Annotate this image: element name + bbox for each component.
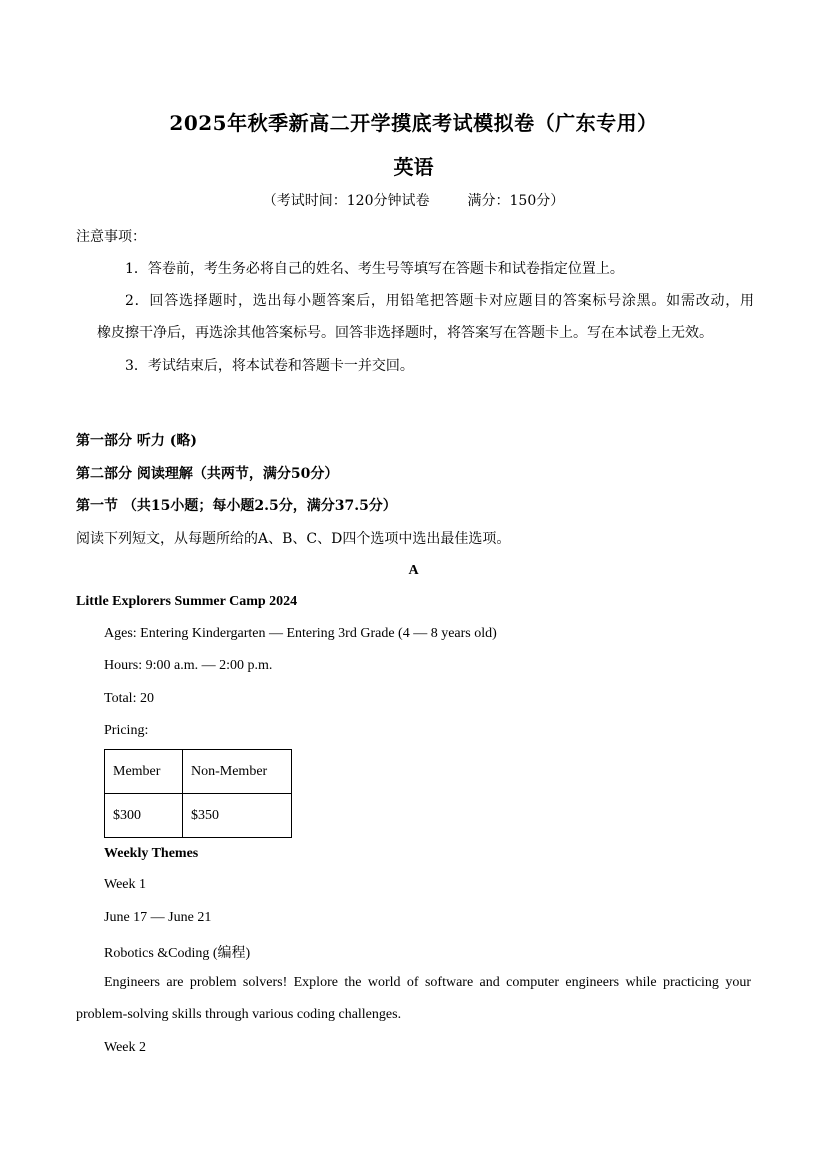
week1-dates: June 17 — June 21 — [104, 910, 212, 925]
table-row — [105, 794, 292, 838]
camp-total: Total: 20 — [104, 691, 154, 706]
weekly-themes-heading: Weekly Themes — [104, 846, 199, 861]
subject-title: 英语 — [393, 155, 434, 179]
exam-info — [0, 190, 827, 210]
camp-hours: Hours: 9:00 a.m. — 2:00 p.m. — [104, 658, 273, 673]
reading-instruction: 阅读下列短文，从每题所给的A、B、C、D四个选项中选出最佳选项。 — [76, 531, 511, 547]
exam-time: （考试时间：120分钟试卷 — [262, 193, 430, 209]
table-header-member: Member — [105, 750, 183, 794]
notice-item-3: 3．考试结束后，将本试卷和答题卡一并交回。 — [125, 358, 414, 374]
table-header-non-member: Non-Member — [183, 750, 292, 794]
notice-item-1: 1．答卷前，考生务必将自己的姓名、考生号等填写在答题卡和试卷指定位置上。 — [125, 261, 624, 277]
part2-heading: 第二部分 阅读理解（共两节，满分50分） — [76, 466, 339, 482]
week1-theme: Robotics &Coding (编程) — [104, 946, 251, 961]
camp-ages: Ages: Entering Kindergarten — Entering 3rd Grade (4 — 8 years old) — [104, 626, 497, 641]
notice-item-2-line-1: 2．回答选择题时，选出每小题答案后，用铅笔把答题卡对应题目的答案标号涂黑。如需改动，用 — [125, 293, 754, 309]
passage-label: A — [408, 563, 419, 578]
exam-title: 2025年秋季新高二开学摸底考试模拟卷（广东专用） — [169, 111, 658, 135]
notice-item-2-line-2: 橡皮擦干净后，再选涂其他答案标号。回答非选择题时，将答案写在答题卡上。写在本试卷上无效。 — [97, 325, 713, 341]
camp-title: Little Explorers Summer Camp 2024 — [76, 594, 298, 609]
week1-description-line-1: Engineers are problem solvers! Explore the world of software and computer engineers while practicing your — [104, 975, 751, 990]
notice-heading: 注意事项： — [76, 229, 146, 245]
week1-label: Week 1 — [104, 877, 147, 892]
part1-heading: 第一部分 听力 (略) — [76, 433, 197, 449]
exam-score: 满分：150分） — [467, 193, 565, 209]
pricing-label: Pricing: — [104, 723, 149, 738]
table-row — [105, 750, 292, 794]
table-cell-member-price: $300 — [105, 794, 183, 838]
pricing-table — [104, 749, 292, 838]
week1-description-line-2: problem-solving skills through various coding challenges. — [76, 1007, 402, 1022]
table-cell-non-member-price: $350 — [183, 794, 292, 838]
week2-label: Week 2 — [104, 1040, 147, 1055]
section1-heading: 第一节 （共15小题；每小题2.5分，满分37.5分） — [76, 498, 397, 514]
